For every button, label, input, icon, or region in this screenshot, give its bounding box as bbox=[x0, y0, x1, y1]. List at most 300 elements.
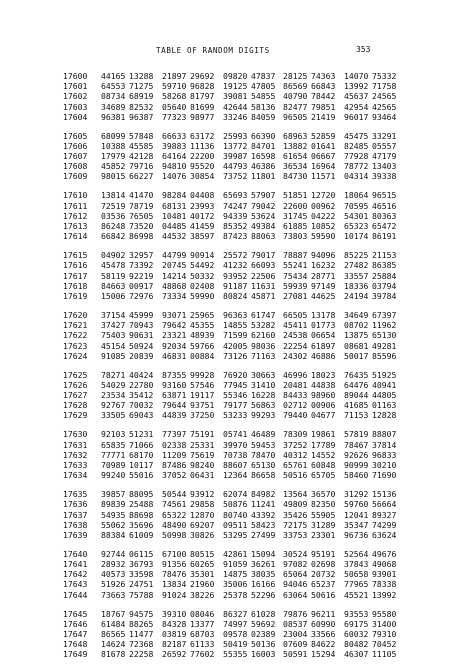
digit-group: 59710 bbox=[162, 81, 187, 92]
digit-group: 54935 bbox=[101, 509, 126, 520]
digit-group: 11631 bbox=[251, 280, 276, 291]
digit-group: 16166 bbox=[251, 579, 276, 590]
table-row bbox=[63, 590, 402, 600]
digit-group: 62160 bbox=[251, 330, 276, 341]
digit-group: 96736 bbox=[344, 529, 369, 540]
digit-group: 20839 bbox=[129, 350, 154, 361]
digit-group: 57546 bbox=[190, 379, 215, 390]
table-row bbox=[63, 629, 402, 639]
table-row bbox=[63, 171, 402, 181]
digit-group: 36570 bbox=[311, 489, 336, 500]
table-row bbox=[63, 530, 402, 540]
row-label: 17610 bbox=[63, 190, 88, 201]
digit-group: 33291 bbox=[372, 130, 397, 141]
digit-group: 11962 bbox=[372, 320, 397, 331]
digit-group: 67397 bbox=[372, 309, 397, 320]
digit-group: 33566 bbox=[311, 628, 336, 639]
digit-group: 16964 bbox=[311, 161, 336, 172]
digit-group: 98977 bbox=[190, 111, 215, 122]
digit-group: 71153 bbox=[344, 410, 369, 421]
digit-group: 93160 bbox=[162, 379, 187, 390]
digit-group: 86385 bbox=[372, 260, 397, 271]
digit-group: 45999 bbox=[129, 309, 154, 320]
digit-group: 96381 bbox=[101, 111, 126, 122]
digit-group: 79644 bbox=[162, 400, 187, 411]
digit-group: 26592 bbox=[162, 649, 187, 660]
row-label: 17647 bbox=[63, 628, 88, 639]
digit-group: 79440 bbox=[283, 410, 308, 421]
row-label: 17644 bbox=[63, 589, 88, 600]
digit-group: 81678 bbox=[101, 649, 126, 660]
digit-group: 60848 bbox=[311, 459, 336, 470]
digit-group: 53295 bbox=[223, 529, 248, 540]
digit-group: 96828 bbox=[190, 81, 215, 92]
digit-group: 56863 bbox=[251, 400, 276, 411]
digit-group: 28932 bbox=[101, 559, 126, 570]
table-row bbox=[63, 351, 402, 361]
row-label: 17639 bbox=[63, 529, 88, 540]
digit-group: 56664 bbox=[372, 499, 397, 510]
digit-group: 28771 bbox=[311, 270, 336, 281]
digit-group: 22780 bbox=[129, 379, 154, 390]
digit-group: 15136 bbox=[372, 489, 397, 500]
digit-group: 61897 bbox=[311, 340, 336, 351]
row-label: 17626 bbox=[63, 379, 88, 390]
digit-group: 04408 bbox=[190, 190, 215, 201]
row-label: 17600 bbox=[63, 71, 88, 81]
digit-group: 38597 bbox=[190, 231, 215, 242]
digit-group: 82532 bbox=[129, 101, 154, 112]
digit-group: 25993 bbox=[223, 130, 248, 141]
digit-group: 62074 bbox=[223, 489, 248, 500]
digit-group: 86327 bbox=[223, 608, 248, 619]
digit-group: 34689 bbox=[101, 101, 126, 112]
digit-group: 39970 bbox=[223, 439, 248, 450]
digit-group: 96387 bbox=[129, 111, 154, 122]
digit-group: 66390 bbox=[251, 130, 276, 141]
digit-group: 12364 bbox=[223, 470, 248, 481]
digit-group: 70943 bbox=[129, 320, 154, 331]
digit-group: 69207 bbox=[190, 519, 215, 530]
digit-group: 78467 bbox=[344, 439, 369, 450]
digit-group: 10481 bbox=[162, 210, 187, 221]
digit-group: 49384 bbox=[251, 221, 276, 232]
digit-group: 84059 bbox=[251, 111, 276, 122]
digit-group: 74997 bbox=[223, 618, 248, 629]
digit-group: 42128 bbox=[129, 151, 154, 162]
digit-group: 92767 bbox=[101, 400, 126, 411]
digit-group: 77602 bbox=[190, 649, 215, 660]
digit-group: 98284 bbox=[162, 190, 187, 201]
table-row bbox=[63, 131, 402, 141]
digit-group: 42644 bbox=[223, 101, 248, 112]
digit-group: 44838 bbox=[311, 379, 336, 390]
digit-group: 78772 bbox=[344, 161, 369, 172]
digit-group: 23993 bbox=[190, 200, 215, 211]
digit-group: 50658 bbox=[344, 569, 369, 580]
digit-group: 79177 bbox=[223, 400, 248, 411]
digit-group: 25572 bbox=[223, 250, 248, 261]
row-label: 17605 bbox=[63, 130, 88, 141]
digit-group: 29692 bbox=[190, 71, 215, 81]
digit-group: 44839 bbox=[162, 410, 187, 421]
digit-group: 96515 bbox=[372, 190, 397, 201]
digit-group: 05557 bbox=[372, 140, 397, 151]
digit-group: 39081 bbox=[223, 91, 248, 102]
digit-group: 14855 bbox=[223, 320, 248, 331]
table-row bbox=[63, 499, 402, 509]
row-label: 17616 bbox=[63, 260, 88, 271]
digit-group: 39883 bbox=[162, 140, 187, 151]
digit-group: 74299 bbox=[372, 519, 397, 530]
row-label: 17608 bbox=[63, 161, 88, 172]
digit-group: 11105 bbox=[372, 649, 397, 660]
digit-group: 11801 bbox=[251, 171, 276, 182]
row-label: 17631 bbox=[63, 439, 88, 450]
digit-group: 42565 bbox=[372, 101, 397, 112]
digit-group: 88265 bbox=[129, 618, 154, 629]
row-label: 17615 bbox=[63, 250, 88, 261]
digit-group: 65323 bbox=[344, 221, 369, 232]
table-row bbox=[63, 330, 402, 340]
digit-group: 45355 bbox=[190, 320, 215, 331]
digit-group: 55905 bbox=[311, 509, 336, 520]
row-label: 17648 bbox=[63, 639, 88, 650]
digit-group: 65835 bbox=[101, 439, 126, 450]
table-row bbox=[63, 380, 402, 390]
digit-group: 70738 bbox=[223, 449, 248, 460]
digit-group: 63624 bbox=[372, 529, 397, 540]
digit-group: 50616 bbox=[311, 589, 336, 600]
digit-group: 92034 bbox=[162, 340, 187, 351]
row-label: 17622 bbox=[63, 330, 88, 341]
digit-group: 11241 bbox=[251, 499, 276, 510]
table-row bbox=[63, 250, 402, 260]
table-row bbox=[63, 619, 402, 629]
digit-group: 68131 bbox=[162, 200, 187, 211]
digit-group: 30854 bbox=[190, 171, 215, 182]
digit-group: 99293 bbox=[251, 410, 276, 421]
digit-group: 69043 bbox=[129, 410, 154, 421]
digit-group: 84982 bbox=[251, 489, 276, 500]
digit-group: 50017 bbox=[344, 350, 369, 361]
row-label: 17609 bbox=[63, 171, 88, 182]
table-row bbox=[63, 520, 402, 530]
digit-group: 59692 bbox=[251, 618, 276, 629]
row-label: 17606 bbox=[63, 140, 88, 151]
digit-group: 65693 bbox=[223, 190, 248, 201]
digit-group: 59453 bbox=[251, 439, 276, 450]
digit-group: 45871 bbox=[251, 290, 276, 301]
digit-group: 72175 bbox=[283, 519, 308, 530]
digit-group: 55355 bbox=[223, 649, 248, 660]
digit-group: 84622 bbox=[311, 639, 336, 650]
digit-group: 21897 bbox=[162, 71, 187, 81]
digit-group: 90631 bbox=[129, 330, 154, 341]
digit-group: 57819 bbox=[344, 429, 369, 440]
digit-group: 99928 bbox=[190, 369, 215, 380]
digit-group: 14552 bbox=[311, 449, 336, 460]
table-row bbox=[63, 141, 402, 151]
digit-group: 72976 bbox=[129, 290, 154, 301]
row-label: 17645 bbox=[63, 608, 88, 619]
table-row bbox=[63, 271, 402, 281]
digit-group: 37250 bbox=[190, 410, 215, 421]
random-digits-table bbox=[63, 71, 402, 668]
digit-group: 76920 bbox=[223, 369, 248, 380]
digit-group: 77771 bbox=[101, 449, 126, 460]
digit-group: 10388 bbox=[101, 140, 126, 151]
digit-group: 37252 bbox=[283, 439, 308, 450]
digit-group: 78476 bbox=[162, 569, 187, 580]
digit-group: 04314 bbox=[344, 171, 369, 182]
digit-group: 11136 bbox=[190, 140, 215, 151]
digit-group: 45411 bbox=[283, 320, 308, 331]
digit-group: 78470 bbox=[251, 449, 276, 460]
digit-group: 38035 bbox=[251, 569, 276, 580]
digit-group: 34649 bbox=[344, 309, 369, 320]
digit-group: 27499 bbox=[251, 529, 276, 540]
digit-group: 02408 bbox=[190, 280, 215, 291]
digit-group: 36793 bbox=[129, 559, 154, 570]
digit-group: 29858 bbox=[190, 499, 215, 510]
digit-group: 66227 bbox=[129, 171, 154, 182]
digit-group: 45521 bbox=[344, 589, 369, 600]
digit-group: 82485 bbox=[344, 140, 369, 151]
digit-group: 94810 bbox=[162, 161, 187, 172]
digit-group: 51231 bbox=[129, 429, 154, 440]
digit-group: 92219 bbox=[129, 270, 154, 281]
digit-group: 87355 bbox=[162, 369, 187, 380]
digit-group: 54492 bbox=[190, 260, 215, 271]
digit-group: 13377 bbox=[190, 618, 215, 629]
row-label: 17607 bbox=[63, 151, 88, 162]
digit-group: 08702 bbox=[344, 320, 369, 331]
digit-group: 65705 bbox=[311, 470, 336, 481]
digit-group: 15294 bbox=[311, 649, 336, 660]
digit-group: 70595 bbox=[344, 200, 369, 211]
table-row bbox=[63, 281, 402, 291]
digit-group: 81797 bbox=[190, 91, 215, 102]
digit-group: 86565 bbox=[101, 628, 126, 639]
digit-group: 79310 bbox=[372, 628, 397, 639]
digit-group: 64553 bbox=[101, 81, 126, 92]
table-row bbox=[63, 112, 402, 122]
digit-group: 66093 bbox=[251, 260, 276, 271]
digit-group: 84433 bbox=[283, 390, 308, 401]
digit-group: 74561 bbox=[162, 499, 187, 510]
digit-group: 88063 bbox=[251, 231, 276, 242]
digit-group: 33557 bbox=[344, 270, 369, 281]
digit-group: 64476 bbox=[344, 379, 369, 390]
digit-group: 78719 bbox=[129, 200, 154, 211]
digit-group: 61484 bbox=[101, 618, 126, 629]
table-row bbox=[63, 559, 402, 569]
digit-group: 18064 bbox=[344, 190, 369, 201]
digit-group: 06667 bbox=[311, 151, 336, 162]
table-row bbox=[63, 460, 402, 470]
digit-group: 96211 bbox=[311, 608, 336, 619]
digit-group: 45852 bbox=[101, 161, 126, 172]
digit-group: 69175 bbox=[344, 618, 369, 629]
digit-group: 65761 bbox=[283, 459, 308, 470]
digit-group: 54029 bbox=[101, 379, 126, 390]
digit-group: 40312 bbox=[283, 449, 308, 460]
digit-group: 14624 bbox=[101, 639, 126, 650]
digit-group: 27081 bbox=[283, 290, 308, 301]
digit-group: 13834 bbox=[162, 579, 187, 590]
row-label: 17632 bbox=[63, 449, 88, 460]
digit-group: 93553 bbox=[344, 608, 369, 619]
digit-group: 31289 bbox=[311, 519, 336, 530]
row-label: 17629 bbox=[63, 410, 88, 421]
digit-group: 31292 bbox=[344, 489, 369, 500]
digit-group: 33598 bbox=[129, 569, 154, 580]
row-block bbox=[63, 489, 402, 540]
digit-group: 65064 bbox=[283, 569, 308, 580]
digit-group: 86998 bbox=[129, 231, 154, 242]
digit-group: 02698 bbox=[311, 559, 336, 570]
digit-group: 14070 bbox=[344, 71, 369, 81]
table-row bbox=[63, 489, 402, 499]
digit-group: 98960 bbox=[311, 390, 336, 401]
table-row bbox=[63, 71, 402, 81]
table-row bbox=[63, 549, 402, 559]
digit-group: 44793 bbox=[223, 161, 248, 172]
digit-group: 00917 bbox=[129, 280, 154, 291]
digit-group: 89839 bbox=[101, 499, 126, 510]
digit-group: 20481 bbox=[283, 379, 308, 390]
digit-group: 96017 bbox=[344, 111, 369, 122]
digit-group: 98240 bbox=[190, 459, 215, 470]
digit-group: 71066 bbox=[129, 439, 154, 450]
digit-group: 63172 bbox=[190, 130, 215, 141]
digit-group: 01163 bbox=[372, 400, 397, 411]
digit-group: 13882 bbox=[283, 140, 308, 151]
digit-group: 02389 bbox=[251, 628, 276, 639]
digit-group: 23534 bbox=[101, 390, 126, 401]
digit-group: 25378 bbox=[223, 589, 248, 600]
table-row bbox=[63, 81, 402, 91]
digit-group: 45637 bbox=[344, 91, 369, 102]
row-block bbox=[63, 609, 402, 660]
digit-group: 68703 bbox=[190, 628, 215, 639]
digit-group: 20732 bbox=[311, 569, 336, 580]
digit-group: 32957 bbox=[129, 250, 154, 261]
digit-group: 16232 bbox=[311, 260, 336, 271]
digit-group: 35696 bbox=[129, 519, 154, 530]
digit-group: 04485 bbox=[162, 221, 187, 232]
digit-group: 10117 bbox=[129, 459, 154, 470]
digit-group: 93464 bbox=[372, 111, 397, 122]
digit-group: 66843 bbox=[311, 81, 336, 92]
digit-group: 80363 bbox=[372, 210, 397, 221]
digit-group: 21153 bbox=[372, 250, 397, 261]
digit-group: 61885 bbox=[283, 221, 308, 232]
digit-group: 59590 bbox=[311, 231, 336, 242]
table-row bbox=[63, 102, 402, 112]
digit-group: 40573 bbox=[101, 569, 126, 580]
digit-group: 82350 bbox=[311, 499, 336, 510]
digit-group: 90999 bbox=[344, 459, 369, 470]
table-row bbox=[63, 400, 402, 410]
digit-group: 73126 bbox=[223, 350, 248, 361]
digit-group: 50516 bbox=[283, 470, 308, 481]
digit-group: 64164 bbox=[162, 151, 187, 162]
digit-group: 86569 bbox=[283, 81, 308, 92]
digit-group: 96363 bbox=[223, 309, 248, 320]
digit-group: 71758 bbox=[372, 81, 397, 92]
row-label: 17617 bbox=[63, 270, 88, 281]
digit-group: 93912 bbox=[190, 489, 215, 500]
digit-group: 44799 bbox=[162, 250, 187, 261]
digit-group: 86658 bbox=[251, 470, 276, 481]
digit-group: 47179 bbox=[372, 151, 397, 162]
digit-group: 77397 bbox=[162, 429, 187, 440]
digit-group: 80824 bbox=[223, 290, 248, 301]
digit-group: 21419 bbox=[311, 111, 336, 122]
digit-group: 12720 bbox=[311, 190, 336, 201]
row-label: 17646 bbox=[63, 618, 88, 629]
digit-group: 49809 bbox=[283, 499, 308, 510]
digit-group: 25965 bbox=[190, 309, 215, 320]
digit-group: 21960 bbox=[190, 579, 215, 590]
table-row bbox=[63, 390, 402, 400]
row-label: 17638 bbox=[63, 519, 88, 530]
row-block bbox=[63, 549, 402, 600]
digit-group: 68099 bbox=[101, 130, 126, 141]
digit-group: 39784 bbox=[372, 290, 397, 301]
digit-group: 61028 bbox=[251, 608, 276, 619]
digit-group: 52859 bbox=[311, 130, 336, 141]
row-label: 17637 bbox=[63, 509, 88, 520]
digit-group: 04677 bbox=[311, 410, 336, 421]
digit-group: 93071 bbox=[162, 309, 187, 320]
digit-group: 05640 bbox=[162, 101, 187, 112]
digit-group: 50998 bbox=[162, 529, 187, 540]
digit-group: 55241 bbox=[283, 260, 308, 271]
digit-group: 45475 bbox=[344, 130, 369, 141]
digit-group: 77945 bbox=[223, 379, 248, 390]
row-label: 17635 bbox=[63, 489, 88, 500]
digit-group: 13178 bbox=[311, 309, 336, 320]
digit-group: 74363 bbox=[311, 71, 336, 81]
digit-group: 30663 bbox=[251, 369, 276, 380]
digit-group: 65237 bbox=[311, 579, 336, 590]
digit-group: 13564 bbox=[283, 489, 308, 500]
digit-group: 58119 bbox=[101, 270, 126, 281]
digit-group: 31400 bbox=[372, 618, 397, 629]
digit-group: 79851 bbox=[311, 101, 336, 112]
row-label: 17614 bbox=[63, 231, 88, 242]
digit-group: 75434 bbox=[283, 270, 308, 281]
digit-group: 76435 bbox=[344, 369, 369, 380]
digit-group: 51925 bbox=[372, 369, 397, 380]
digit-group: 58136 bbox=[251, 101, 276, 112]
digit-group: 46307 bbox=[344, 649, 369, 660]
digit-group: 85225 bbox=[344, 250, 369, 261]
digit-group: 30826 bbox=[190, 529, 215, 540]
table-row bbox=[63, 569, 402, 579]
digit-group: 37427 bbox=[101, 320, 126, 331]
digit-group: 88095 bbox=[129, 489, 154, 500]
digit-group: 54855 bbox=[251, 91, 276, 102]
digit-group: 76505 bbox=[129, 210, 154, 221]
digit-group: 60032 bbox=[344, 628, 369, 639]
digit-group: 19861 bbox=[311, 429, 336, 440]
digit-group: 13288 bbox=[129, 71, 154, 81]
digit-group: 55062 bbox=[101, 519, 126, 530]
